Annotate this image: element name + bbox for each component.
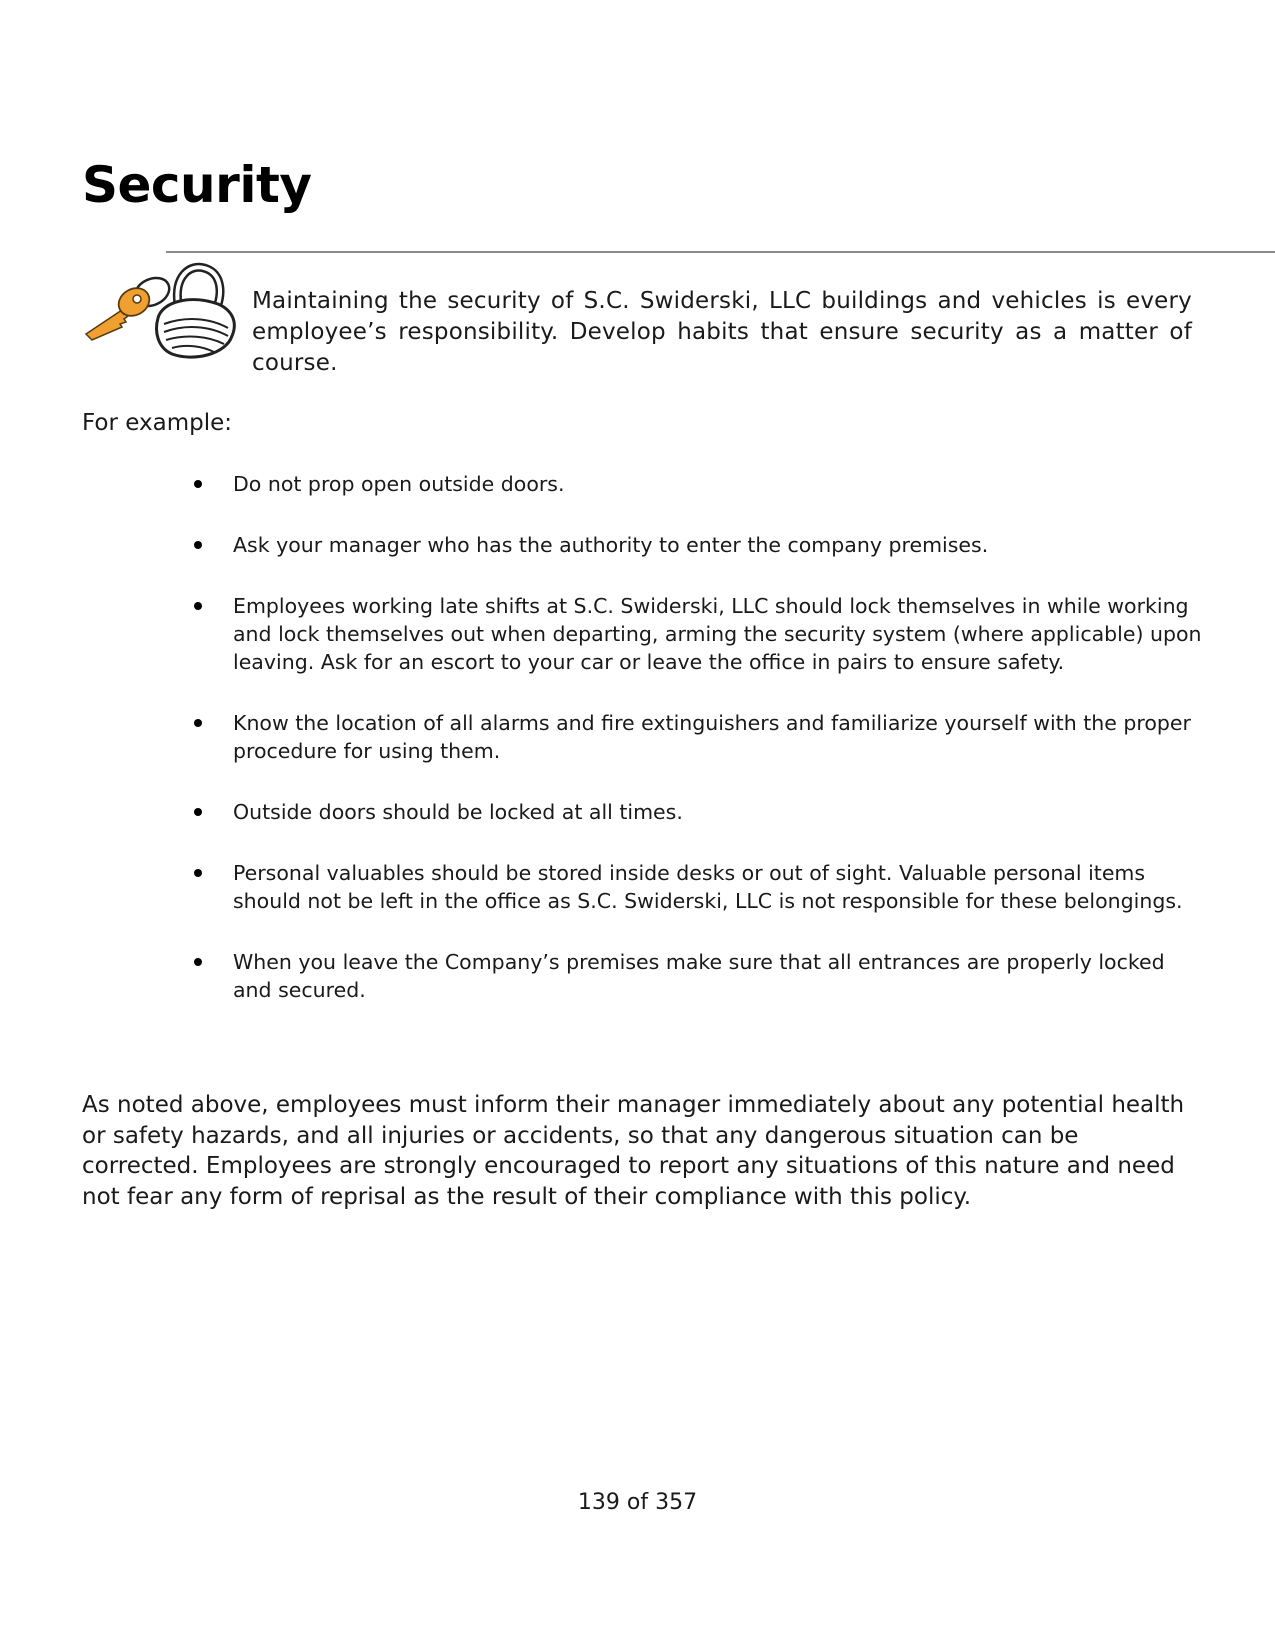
page-number: 139 of 357: [577, 1490, 698, 1515]
list-item-text: Employees working late shifts at S.C. Swiderski, LLC should lock themselves in while working and lock themselves out when departing, arming the security system (where applicable) upon leaving. Ask for an escort to your car or leave the office in pairs to ensure safety.: [233, 594, 1202, 674]
list-item: [192, 948, 1202, 1004]
list-item-text: Know the location of all alarms and fire extinguishers and familiarize yourself with the proper procedure for using them.: [233, 711, 1191, 763]
list-item: [192, 798, 1202, 826]
key-and-padlock-icon: [82, 258, 242, 364]
bullet-icon: [194, 541, 202, 549]
list-item: [192, 709, 1202, 765]
bullet-icon: [194, 719, 202, 727]
page-title: Security: [82, 156, 312, 214]
list-item-text: Personal valuables should be stored inside desks or out of sight. Valuable personal items should not be left in the office as S.C. Swiderski, LLC is not responsible for these belongings.: [233, 861, 1183, 913]
list-item-text: Do not prop open outside doors.: [233, 472, 565, 496]
list-item: [192, 470, 1202, 498]
list-item-text: Ask your manager who has the authority to enter the company premises.: [233, 533, 989, 557]
bullet-icon: [194, 808, 202, 816]
list-item: [192, 531, 1202, 559]
bullet-icon: [194, 869, 202, 877]
closing-paragraph: As noted above, employees must inform their manager immediately about any potential health or safety hazards, and all injuries or accidents, so that any dangerous situation can be corrected. Employees are strongly encouraged to report any situations of this nature and need not fear any form of reprisal as the result of their compliance with this policy.: [82, 1092, 1185, 1210]
list-item-text: Outside doors should be locked at all times.: [233, 800, 683, 824]
list-item: [192, 592, 1202, 676]
bullet-icon: [194, 958, 202, 966]
bullet-icon: [194, 602, 202, 610]
list-item-text: When you leave the Company’s premises make sure that all entrances are properly locked and secured.: [233, 950, 1165, 1002]
intro-paragraph: Maintaining the security of S.C. Swiderski, LLC buildings and vehicles is every employee’s responsibility. Develop habits that ensure security as a matter of course.: [252, 288, 1192, 376]
bullet-icon: [194, 480, 202, 488]
lead-in-text: For example:: [82, 410, 232, 436]
title-divider: [166, 251, 1275, 253]
list-item: [192, 859, 1202, 915]
security-tips-list: [192, 470, 1202, 1037]
